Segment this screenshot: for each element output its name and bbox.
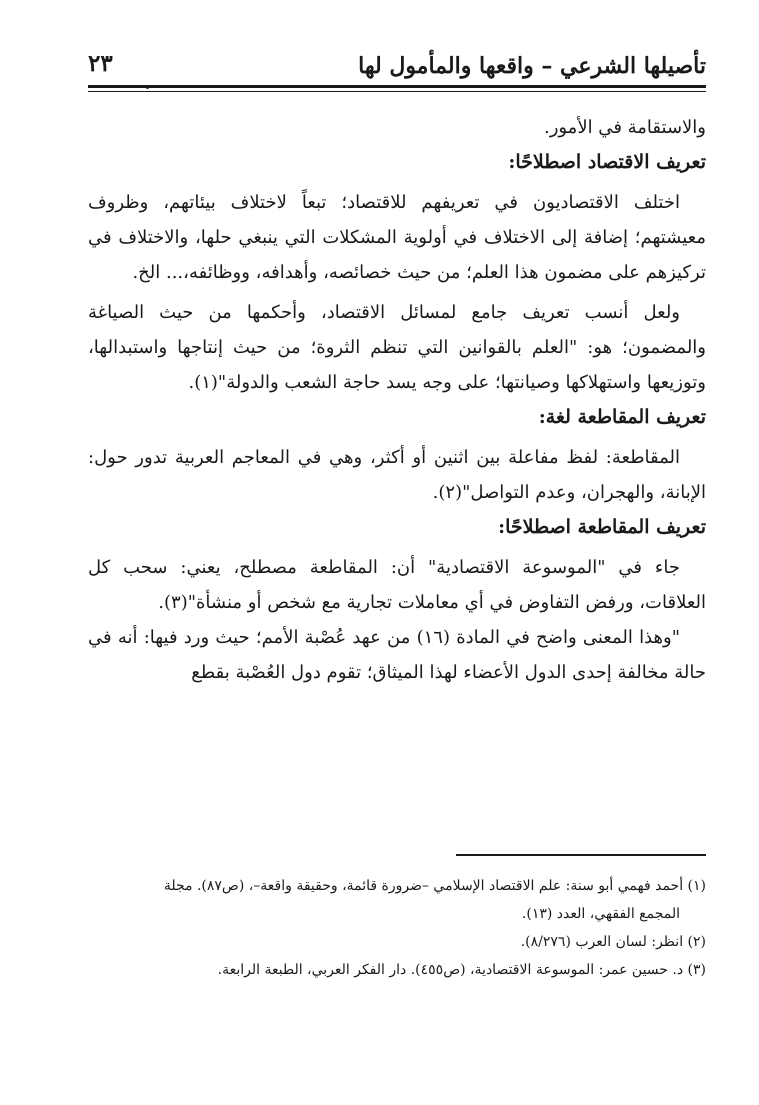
heading-economics-definition-term: تعريف الاقتصاد اصطلاحًا: xyxy=(508,151,706,173)
heading-boycott-linguistic: تعريف المقاطعة لغة: xyxy=(538,406,706,428)
page-number: ٢٣ xyxy=(88,50,113,77)
footnote-1-continuation: المجمع الفقهي، العدد (١٣). xyxy=(521,906,680,922)
page-header xyxy=(88,48,706,80)
footnote-3: (٣) د. حسين عمر: الموسوعة الاقتصادية، (ص٤٥٥). دار الفكر العربي، الطبعة الرابعة. xyxy=(217,962,706,978)
paragraph-best-definition: ولعل أنسب تعريف جامع لمسائل الاقتصاد، وأحكمها من حيث الصياغة والمضمون؛ هو: "العلم بالقوانين التي تنظم الثروة؛ من حيث إنتاجها واستبدالها، وتوزيعها واستهلاكها وصيانتها؛ على وجه يسد حاجة الشعب والدولة"(١). xyxy=(88,302,706,393)
paragraph-economists-disagreement: اختلف الاقتصاديون في تعريفهم للاقتصاد؛ تبعاً لاختلاف بيئاتهم، وظروف معيشتهم؛ إضافة إلى الاختلاف في أولوية المشكلات التي ينبغي حلها، والاختلاف في تركيزهم على مضمون هذا العلم؛ من حيث خصائصه، وأهدافه، ووظائفه،... الخ. xyxy=(88,192,706,283)
footnote-2: (٢) انظر: لسان العرب (٨/٢٧٦). xyxy=(520,934,706,950)
header-rule-thick xyxy=(88,85,706,88)
paragraph-boycott-linguistic: المقاطعة: لفظ مفاعلة بين اثنين أو أكثر، وهي في المعاجم العربية تدور حول: الإبانة، والهجران، وعدم التواصل"(٢). xyxy=(88,447,706,503)
heading-boycott-term: تعريف المقاطعة اصطلاحًا: xyxy=(498,516,706,538)
paragraph-league-of-nations: "وهذا المعنى واضح في المادة (١٦) من عهد عُصْبة الأمم؛ حيث ورد فيها: أنه في حالة مخالفة إحدى الدول الأعضاء لهذا الميثاق؛ تقوم دول العُصْبة بقطع xyxy=(88,627,706,683)
footnote-separator xyxy=(456,854,706,856)
body-text xyxy=(88,110,706,690)
header-rule-thin xyxy=(88,91,706,92)
paragraph-encyclopedia-quote: جاء في "الموسوعة الاقتصادية" أن: المقاطعة مصطلح، يعني: سحب كل العلاقات، ورفض التفاوض في أي معاملات تجارية مع شخص أو منشأة"(٣). xyxy=(88,557,706,613)
footnotes xyxy=(88,872,706,984)
paragraph-intro: والاستقامة في الأمور. xyxy=(543,117,706,138)
footnote-1: (١) أحمد فهمي أبو سنة: علم الاقتصاد الإسلامي –ضرورة قائمة، وحقيقة واقعة–، (ص٨٧). مجلة xyxy=(163,878,706,894)
header-rule-dot xyxy=(146,86,149,89)
running-title: تأصيلها الشرعي – واقعها والمأمول لها xyxy=(358,53,706,79)
